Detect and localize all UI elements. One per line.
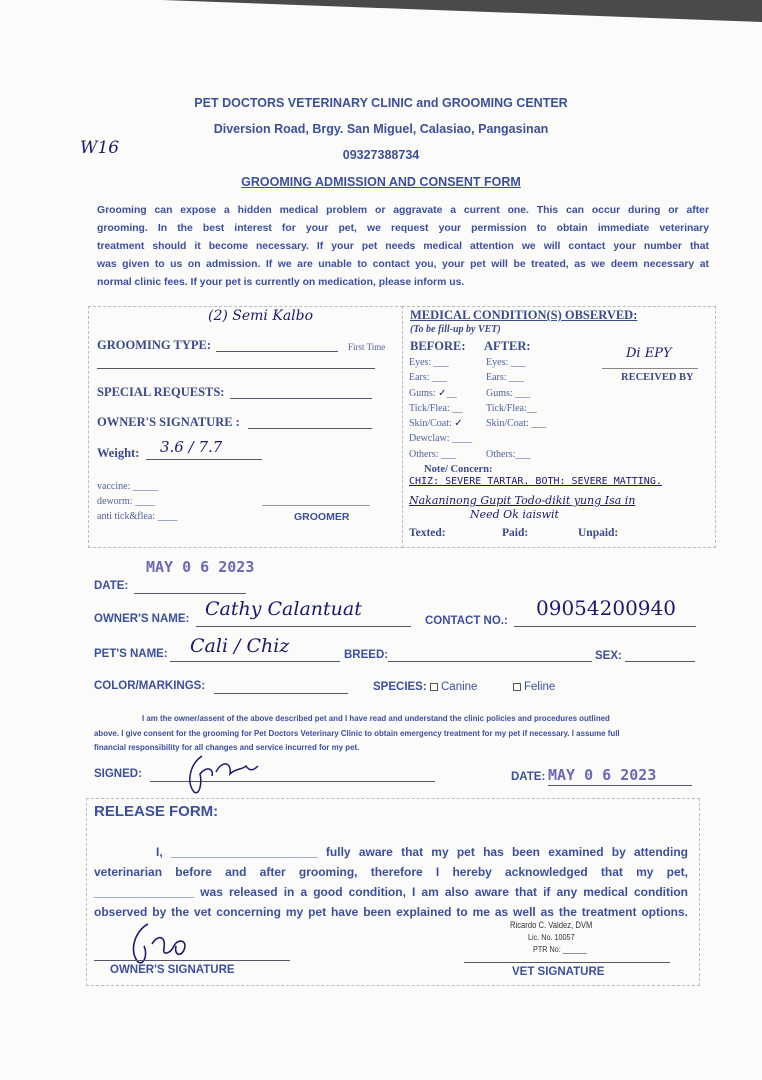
breed-label: BREED: (344, 649, 389, 661)
before-eyes: Eyes: ___ (409, 357, 449, 368)
form-title: GROOMING ADMISSION AND CONSENT FORM (241, 175, 521, 189)
release-line: _______________ was released in a good condition, I am also aware that if any medical condition (94, 885, 688, 899)
consent-paragraph (94, 712, 706, 756)
sex-label: SEX: (595, 650, 622, 662)
after-others: Others:___ (486, 448, 531, 460)
pet-name-line (170, 661, 340, 662)
signed-date-line (548, 785, 692, 786)
received-by-value: Di EPY (626, 346, 672, 361)
antitick-label: anti tick&flea: ____ (97, 511, 178, 522)
before-label: BEFORE: (410, 339, 466, 353)
page-corner-shadow (162, 0, 762, 22)
intro-line: was given to us on admission. If we are unable to contact you, your pet will be treated, as we deem necessary at (97, 259, 709, 270)
contact-label: CONTACT NO.: (425, 615, 508, 627)
release-line: veterinarian before and after grooming, therefore I hereby acknowledged that my pet, (94, 865, 688, 879)
date-line (134, 593, 246, 594)
date-label: DATE: (94, 580, 129, 592)
release-line: I, ______________________ fully aware that my pet has been examined by attending (156, 845, 688, 859)
medical-title: MEDICAL CONDITION(S) OBSERVED: (410, 308, 638, 322)
release-paragraph (94, 842, 688, 922)
intro-paragraph (97, 202, 709, 292)
clinic-phone: 09327388734 (342, 148, 420, 162)
vet-sig-line (464, 962, 670, 963)
intro-line: Grooming can expose a hidden medical problem or aggravate a current one. This can occur during or after (97, 205, 709, 216)
canine-option[interactable] (430, 681, 477, 693)
pet-name-label: PET'S NAME: (94, 648, 168, 660)
signed-date-stamp: MAY 0 6 2023 (548, 766, 657, 784)
contact-line (514, 626, 696, 627)
after-eyes: Eyes: ___ (486, 357, 526, 368)
groomer-label: GROOMER (294, 511, 350, 523)
grooming-type-label: GROOMING TYPE: (97, 338, 212, 352)
before-others: Others: ___ (409, 448, 456, 460)
signed-date-label: DATE: (511, 771, 546, 783)
note-line-1: CHIZ: SEVERE TARTAR. BOTH: SEVERE MATTING. (409, 476, 662, 487)
owner-name-value: Cathy Calantuat (205, 598, 362, 620)
species-label: SPECIES: (373, 681, 427, 693)
special-requests-line (230, 398, 372, 399)
sex-line (625, 661, 695, 662)
feline-text: Feline (524, 681, 556, 693)
pet-name-value: Cali / Chiz (190, 635, 290, 657)
breed-line (388, 661, 592, 662)
canine-text: Canine (441, 681, 478, 693)
feline-option[interactable] (513, 681, 555, 693)
unpaid-label: Unpaid: (578, 527, 619, 539)
vaccine-label: vaccine: _____ (97, 481, 158, 492)
note-line-3: Need Ok iaiswit (470, 508, 559, 521)
after-ears: Ears: ___ (486, 372, 525, 384)
clinic-name: PET DOCTORS VETERINARY CLINIC and GROOMING CENTER (194, 96, 568, 110)
weight-line (146, 459, 262, 460)
contact-value: 09054200940 (536, 596, 676, 620)
received-by-line (602, 368, 698, 369)
grooming-type-line (216, 351, 338, 352)
consent-line: financial responsibility for all changes and service incurred for my pet. (94, 743, 360, 752)
feline-checkbox[interactable] (513, 683, 521, 691)
received-by-label: RECEIVED BY (621, 372, 694, 383)
deworm-label: deworm: ____ (97, 496, 156, 507)
weight-value: 3.6 / 7.7 (160, 438, 223, 456)
intro-line: normal clinic fees. If your pet is currently on medication, please inform us. (97, 277, 465, 288)
intro-line: grooming. In the best interest for your pet, we request your permission to obtain immediate veterinary (97, 223, 709, 234)
intro-line: treatment should it become necessary. If your pet needs medical attention we will contact your number that (97, 241, 709, 252)
paid-label: Paid: (502, 527, 529, 539)
before-gums: Gums: ✓__ (409, 387, 457, 399)
vaccine-text: vaccine: (97, 481, 131, 492)
owner-signature-line (248, 428, 372, 429)
owner-sig-label: OWNER'S SIGNATURE (110, 964, 235, 976)
before-skin: Skin/Coat: ✓ (409, 418, 463, 430)
owner-signature-scribble (180, 752, 270, 797)
antitick-text: anti tick&flea: (97, 511, 156, 522)
date-stamp: MAY 0 6 2023 (146, 558, 255, 576)
owner-signature-label: OWNER'S SIGNATURE : (97, 415, 240, 429)
grooming-type-value: (2) Semi Kalbo (208, 308, 314, 324)
after-list (486, 355, 546, 462)
clinic-address: Diversion Road, Brgy. San Miguel, Calasiao, Pangasinan (213, 122, 549, 136)
after-tick: Tick/Flea:__ (486, 402, 537, 414)
vet-name: Ricardo C. Valdez, DVM (510, 920, 593, 930)
color-line (214, 693, 348, 694)
owner-name-line (196, 626, 411, 627)
vet-license: Lic. No. 10057 (528, 932, 575, 942)
canine-checkbox[interactable] (430, 683, 438, 691)
consent-line: above. I give consent for the grooming for Pet Doctors Veterinary Clinic to obtain emergency treatment for my pet if necessary. I assume full (94, 728, 620, 738)
note-label: Note/ Concern: (424, 464, 493, 475)
weight-label: Weight: (97, 446, 140, 460)
before-tick: Tick/Flea: __ (409, 402, 463, 414)
vet-sig-label: VET SIGNATURE (512, 966, 605, 978)
before-list (409, 355, 472, 462)
release-title: RELEASE FORM: (94, 803, 219, 820)
color-label: COLOR/MARKINGS: (94, 680, 206, 692)
vet-ptr: PTR No: ______ (533, 944, 587, 954)
after-skin: Skin/Coat: ___ (486, 418, 547, 430)
before-dewclaw: Dewclaw: ____ (409, 433, 473, 445)
release-owner-signature-scribble (118, 920, 198, 970)
grooming-type-line-2 (97, 368, 375, 369)
signed-label: SIGNED: (94, 768, 142, 780)
groomer-line (262, 505, 370, 506)
after-gums: Gums: ___ (486, 387, 531, 399)
note-line-2: Nakaninong Gupit Todo-dikit yung Isa in (409, 494, 636, 507)
release-line: observed by the vet concerning my pet have been explained to me as well as the treatment options. (94, 905, 688, 919)
texted-label: Texted: (409, 527, 446, 539)
first-time-label: First Time (348, 342, 386, 352)
owner-name-label: OWNER'S NAME: (94, 613, 190, 625)
after-label: AFTER: (484, 339, 531, 353)
consent-line: I am the owner/assent of the above described pet and I have read and understand the clinic policies and procedures outlined (142, 714, 610, 723)
check-icon: ✓ (438, 387, 447, 399)
owner-sig-line (94, 960, 290, 961)
check-icon: ✓ (454, 418, 463, 430)
before-ears: Ears: ___ (409, 372, 448, 384)
deworm-text: deworm: (97, 496, 133, 507)
special-requests-label: SPECIAL REQUESTS: (97, 385, 225, 399)
medical-subtitle: (To be fill-up by VET) (410, 324, 501, 335)
margin-note: W16 (80, 138, 120, 158)
